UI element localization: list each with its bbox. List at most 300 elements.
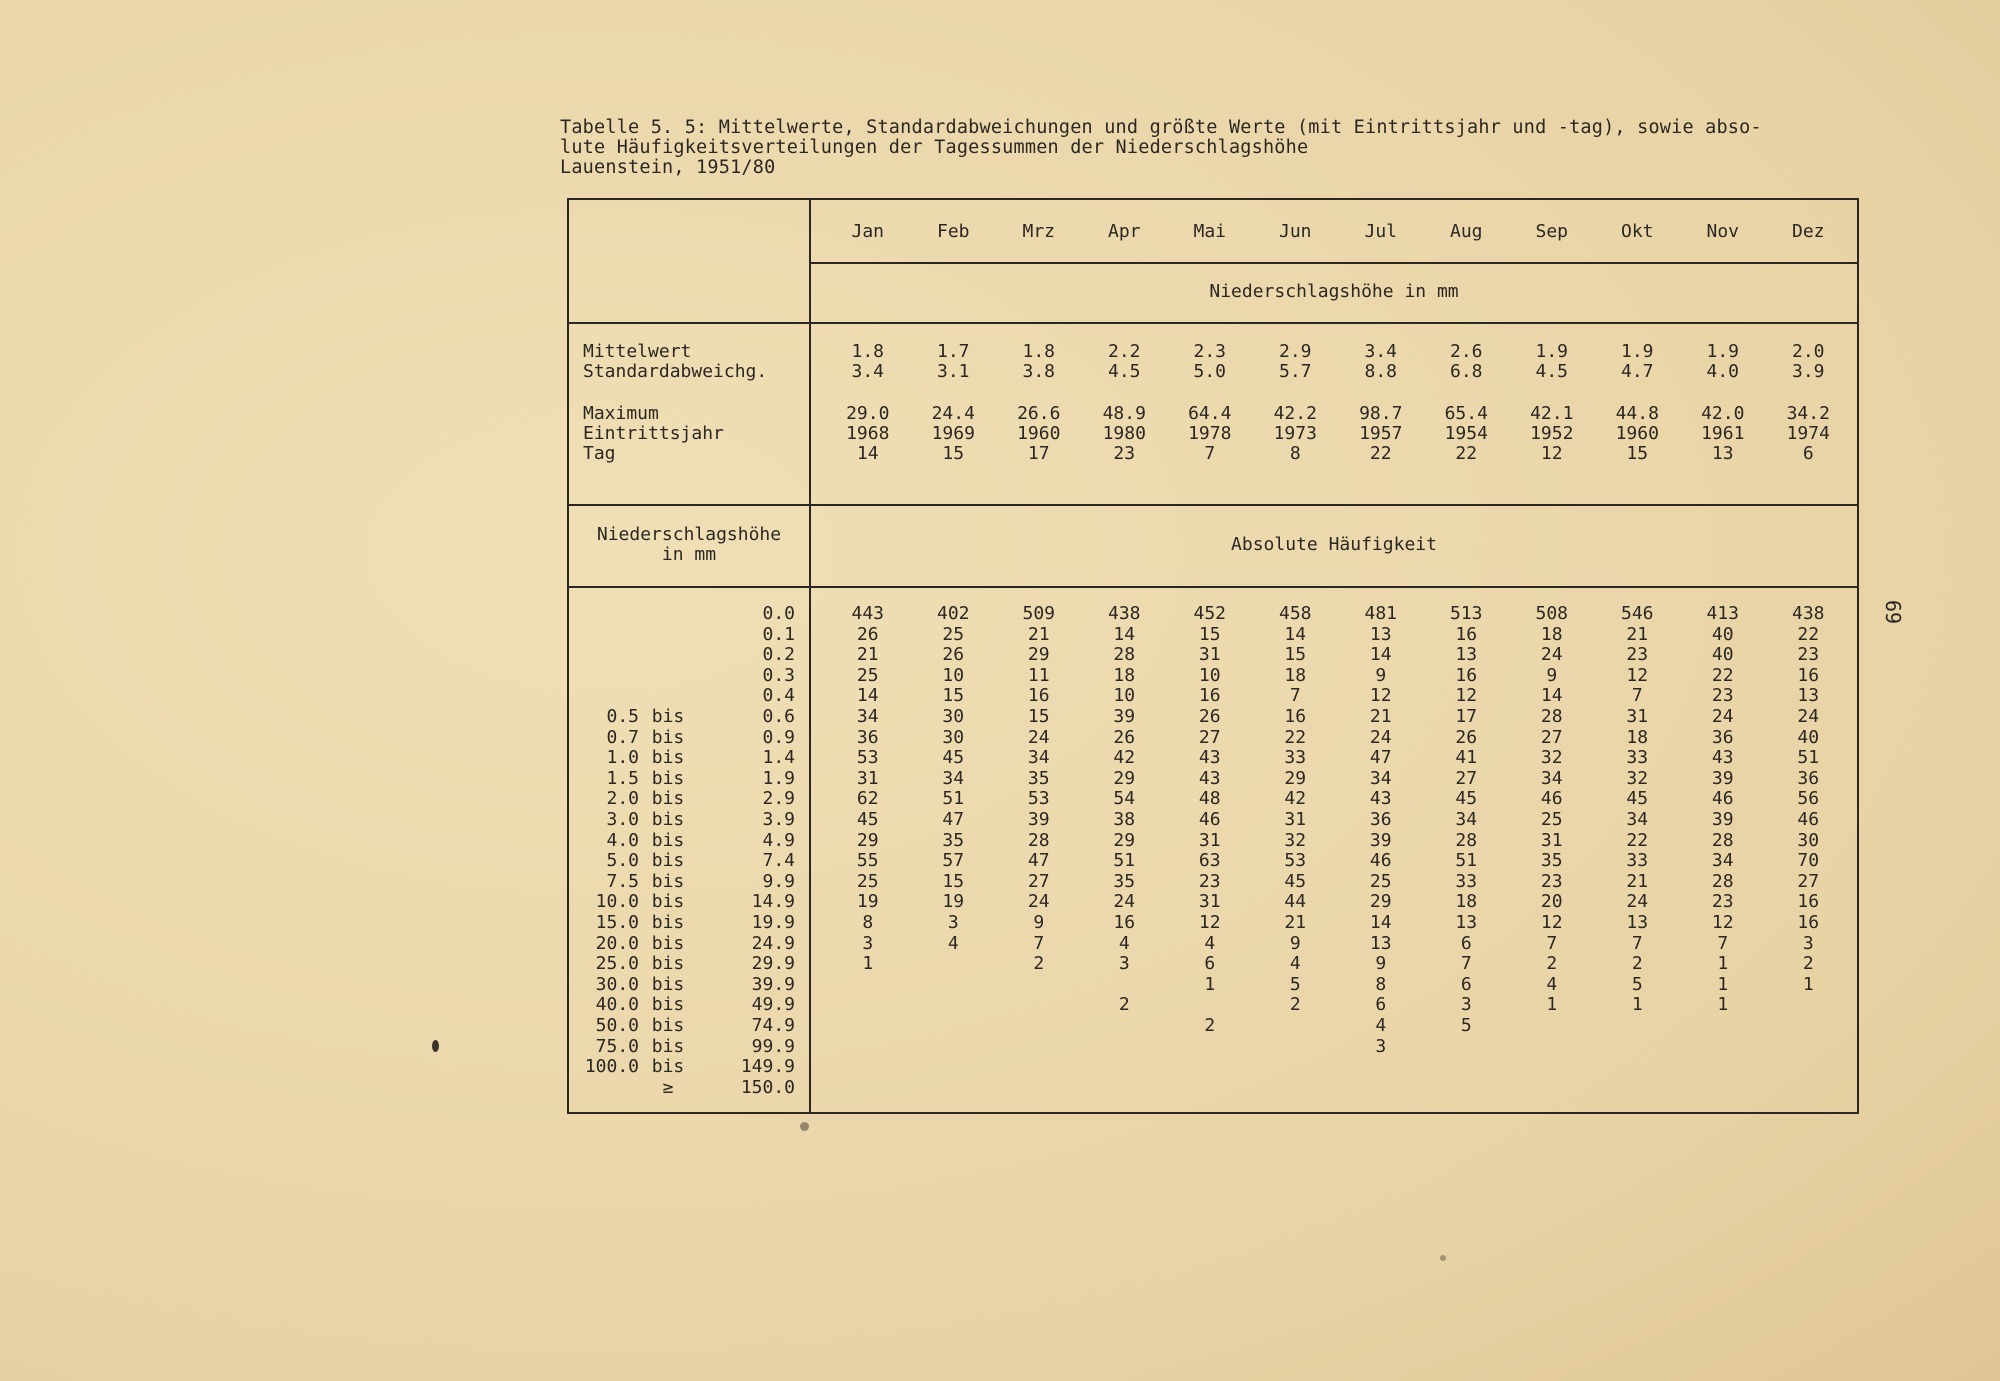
frequency-cell: 24: [1027, 891, 1050, 913]
frequency-cell: 28: [1711, 829, 1734, 851]
stat-value: 1960: [1017, 423, 1061, 444]
class-lower-bound: 100.0: [584, 1056, 639, 1078]
class-bis: bis: [651, 809, 685, 830]
frequency-cell: 12: [1626, 664, 1649, 686]
frequency-cell: 62: [856, 788, 879, 810]
table-divider-vertical: [809, 200, 811, 1112]
frequency-cell: 39: [1027, 809, 1050, 830]
stat-value: 4.0: [1706, 361, 1739, 382]
frequency-cell: 21: [1369, 706, 1392, 727]
stat-value: 1961: [1701, 423, 1745, 444]
frequency-cell: 5: [1631, 973, 1643, 995]
frequency-cell: 1: [1717, 994, 1729, 1016]
frequency-cell: 45: [856, 809, 879, 830]
frequency-cell: 13: [1455, 644, 1478, 666]
frequency-cell: 9: [1546, 664, 1558, 686]
frequency-cell: 9: [1375, 953, 1387, 975]
frequency-cell: 25: [942, 623, 965, 645]
stat-value: 13: [1711, 443, 1734, 464]
frequency-cell: 22: [1797, 623, 1820, 645]
table-divider: [809, 262, 1859, 264]
frequency-cell: 1: [1631, 994, 1643, 1016]
freq-header-right: Absolute Häufigkeit: [1231, 534, 1437, 555]
frequency-cell: 438: [1107, 603, 1141, 624]
stat-value: 65.4: [1444, 403, 1488, 424]
class-upper-bound: 0.2: [762, 644, 795, 666]
class-upper-bound: 150.0: [740, 1076, 795, 1098]
frequency-cell: 43: [1711, 747, 1734, 769]
class-upper-bound: 24.9: [751, 932, 795, 954]
frequency-cell: 43: [1369, 788, 1392, 810]
stat-value: 98.7: [1359, 403, 1403, 424]
class-upper-bound: 19.9: [751, 912, 795, 933]
frequency-cell: 8: [862, 912, 874, 933]
frequency-cell: 16: [1455, 664, 1478, 686]
frequency-cell: 24: [1626, 891, 1649, 913]
frequency-cell: 1: [1204, 973, 1216, 995]
frequency-cell: 36: [856, 726, 879, 748]
frequency-cell: 24: [1797, 706, 1820, 727]
frequency-cell: 33: [1284, 747, 1307, 769]
frequency-cell: 17: [1455, 706, 1478, 727]
frequency-cell: 54: [1113, 788, 1136, 810]
class-bis: bis: [651, 829, 685, 851]
stat-value: 12: [1540, 443, 1563, 464]
stat-value: 24.4: [931, 403, 975, 424]
class-upper-bound: 14.9: [751, 891, 795, 913]
frequency-cell: 33: [1626, 850, 1649, 872]
frequency-cell: 26: [856, 623, 879, 645]
class-bis: bis: [651, 1015, 685, 1036]
frequency-cell: 34: [1626, 809, 1649, 830]
class-upper-bound: 39.9: [751, 973, 795, 995]
frequency-cell: 7: [1546, 932, 1558, 954]
frequency-cell: 12: [1455, 685, 1478, 707]
stat-value: 3.4: [851, 361, 884, 382]
month-header: Mrz: [1022, 221, 1055, 242]
frequency-cell: 18: [1626, 726, 1649, 748]
frequency-cell: 21: [856, 644, 879, 666]
frequency-cell: 16: [1797, 664, 1820, 686]
frequency-cell: 18: [1540, 623, 1563, 645]
class-upper-bound: 0.0: [762, 603, 795, 624]
class-upper-bound: 99.9: [751, 1035, 795, 1057]
frequency-cell: 46: [1369, 850, 1392, 872]
class-upper-bound: 29.9: [751, 953, 795, 975]
frequency-cell: 32: [1284, 829, 1307, 851]
frequency-cell: 14: [1369, 644, 1392, 666]
frequency-cell: 6: [1204, 953, 1216, 975]
frequency-cell: 2: [1289, 994, 1301, 1016]
frequency-cell: 33: [1626, 747, 1649, 769]
stat-value: 3.1: [936, 361, 970, 382]
frequency-cell: 23: [1198, 870, 1221, 892]
stat-value: 1978: [1188, 423, 1232, 444]
frequency-cell: 13: [1626, 912, 1649, 933]
paper-speck: [800, 1122, 809, 1131]
frequency-cell: 16: [1797, 891, 1820, 913]
frequency-cell: 413: [1706, 603, 1739, 624]
frequency-cell: 4: [1204, 932, 1216, 954]
frequency-cell: 14: [1540, 685, 1563, 707]
month-header: Apr: [1107, 221, 1141, 242]
frequency-cell: 35: [1540, 850, 1563, 872]
frequency-cell: 8: [1375, 973, 1387, 995]
stat-value: 1.9: [1535, 341, 1568, 362]
stat-value: 1960: [1615, 423, 1659, 444]
paper-speck: [432, 1040, 439, 1052]
month-header: Feb: [936, 221, 970, 242]
frequency-cell: 24: [1711, 706, 1734, 727]
frequency-cell: 51: [1797, 747, 1820, 769]
frequency-cell: 21: [1284, 912, 1307, 933]
frequency-cell: 39: [1369, 829, 1392, 851]
frequency-cell: 1: [862, 953, 874, 975]
frequency-cell: 27: [1198, 726, 1221, 748]
class-bis: bis: [651, 788, 685, 810]
frequency-cell: 28: [1455, 829, 1478, 851]
frequency-cell: 24: [1369, 726, 1392, 748]
frequency-cell: 45: [1284, 870, 1307, 892]
frequency-cell: 546: [1620, 603, 1654, 624]
class-lower-bound: 40.0: [595, 994, 639, 1016]
stat-value: 6: [1802, 443, 1814, 464]
frequency-cell: 12: [1711, 912, 1734, 933]
frequency-cell: 26: [1455, 726, 1478, 748]
frequency-cell: 3: [862, 932, 874, 954]
frequency-cell: 458: [1278, 603, 1312, 624]
class-upper-bound: 2.9: [762, 788, 795, 810]
frequency-cell: 18: [1455, 891, 1478, 913]
frequency-cell: 33: [1455, 870, 1478, 892]
frequency-cell: 2: [1033, 953, 1045, 975]
frequency-cell: 3: [1375, 1035, 1387, 1057]
unit-header: Niederschlagshöhe in mm: [1209, 281, 1459, 302]
stat-value: 29.0: [846, 403, 890, 424]
class-upper-bound: 9.9: [762, 870, 795, 892]
frequency-cell: 34: [856, 706, 879, 727]
frequency-cell: 48: [1198, 788, 1221, 810]
month-header: Okt: [1620, 221, 1654, 242]
stat-value: 8: [1289, 443, 1301, 464]
frequency-cell: 10: [1113, 685, 1136, 707]
data-table: [567, 198, 1859, 1114]
class-lower-bound: 30.0: [595, 973, 639, 995]
month-header: Jun: [1278, 221, 1312, 242]
frequency-cell: 23: [1797, 644, 1820, 666]
stat-value: 42.1: [1530, 403, 1574, 424]
table-caption: [560, 118, 1890, 178]
frequency-cell: 30: [1797, 829, 1820, 851]
frequency-cell: 25: [856, 870, 879, 892]
frequency-cell: 45: [1455, 788, 1478, 810]
frequency-cell: 10: [1198, 664, 1221, 686]
frequency-cell: 47: [942, 809, 965, 830]
class-bis: bis: [651, 726, 685, 748]
class-bis: bis: [651, 870, 685, 892]
frequency-cell: 2: [1546, 953, 1558, 975]
class-upper-bound: 74.9: [751, 1015, 795, 1036]
frequency-cell: 9: [1289, 932, 1301, 954]
frequency-cell: 7: [1460, 953, 1472, 975]
frequency-cell: 14: [1369, 912, 1392, 933]
stat-value: 2.3: [1193, 341, 1226, 362]
frequency-cell: 46: [1711, 788, 1734, 810]
class-bis: bis: [651, 706, 685, 727]
frequency-cell: 29: [1027, 644, 1050, 666]
frequency-cell: 34: [942, 767, 965, 789]
frequency-cell: 4: [1118, 932, 1130, 954]
frequency-cell: 39: [1113, 706, 1136, 727]
frequency-cell: 51: [942, 788, 965, 810]
month-header: Dez: [1791, 221, 1825, 242]
frequency-cell: 10: [942, 664, 965, 686]
frequency-cell: 3: [947, 912, 959, 933]
page-number: 69: [1881, 600, 1905, 625]
class-lower-bound: 75.0: [595, 1035, 639, 1057]
frequency-cell: 4: [1546, 973, 1558, 995]
frequency-cell: 12: [1369, 685, 1392, 707]
frequency-cell: 25: [856, 664, 879, 686]
class-lower-bound: 20.0: [595, 932, 639, 954]
frequency-cell: 11: [1027, 664, 1050, 686]
frequency-cell: 46: [1540, 788, 1563, 810]
frequency-cell: 508: [1535, 603, 1568, 624]
stat-value: 22: [1369, 443, 1392, 464]
frequency-cell: 34: [1455, 809, 1478, 830]
frequency-cell: 35: [1113, 870, 1136, 892]
frequency-cell: 3: [1802, 932, 1814, 954]
month-header: Aug: [1449, 221, 1483, 242]
stat-value: 15: [942, 443, 965, 464]
class-upper-bound: 49.9: [751, 994, 795, 1016]
stat-value: 15: [1626, 443, 1649, 464]
frequency-cell: 21: [1027, 623, 1050, 645]
frequency-cell: 31: [1284, 809, 1307, 830]
class-lower-bound: 2.0: [606, 788, 639, 810]
class-bis: bis: [651, 953, 685, 975]
frequency-cell: 27: [1797, 870, 1820, 892]
class-bis: bis: [651, 747, 685, 769]
frequency-cell: 24: [1027, 726, 1050, 748]
frequency-cell: 22: [1626, 829, 1649, 851]
frequency-cell: 5: [1460, 1015, 1472, 1036]
frequency-cell: 16: [1027, 685, 1050, 707]
class-upper-bound: 0.9: [762, 726, 795, 748]
frequency-cell: 51: [1455, 850, 1478, 872]
frequency-cell: 16: [1198, 685, 1221, 707]
stat-value: 2.2: [1107, 341, 1141, 362]
frequency-cell: 14: [1113, 623, 1136, 645]
frequency-cell: 15: [942, 685, 965, 707]
class-bis: bis: [651, 973, 685, 995]
frequency-cell: 26: [1113, 726, 1136, 748]
frequency-cell: 39: [1711, 767, 1734, 789]
frequency-cell: 29: [1113, 829, 1136, 851]
frequency-cell: 41: [1455, 747, 1478, 769]
class-lower-bound: 0.5: [606, 706, 639, 727]
frequency-cell: 56: [1797, 788, 1820, 810]
class-lower-bound: 5.0: [606, 850, 639, 872]
class-upper-bound: 0.3: [762, 664, 795, 686]
class-upper-bound: 0.1: [762, 623, 795, 645]
stat-value: 5.7: [1278, 361, 1312, 382]
class-bis: bis: [651, 1056, 685, 1078]
frequency-cell: 70: [1797, 850, 1820, 872]
frequency-cell: 25: [1369, 870, 1392, 892]
stat-value: 8.8: [1364, 361, 1397, 382]
stat-value: 7: [1204, 443, 1216, 464]
frequency-cell: 31: [856, 767, 879, 789]
frequency-cell: 7: [1631, 932, 1643, 954]
class-lower-bound: 15.0: [595, 912, 639, 933]
frequency-cell: 18: [1113, 664, 1136, 686]
frequency-cell: 36: [1797, 767, 1820, 789]
frequency-cell: 32: [1626, 767, 1649, 789]
frequency-cell: 29: [1284, 767, 1307, 789]
stat-value: 1.7: [936, 341, 970, 362]
frequency-cell: 44: [1284, 891, 1307, 913]
frequency-cell: 15: [1198, 623, 1221, 645]
stat-value: 64.4: [1188, 403, 1232, 424]
frequency-cell: 31: [1198, 829, 1221, 851]
frequency-cell: 46: [1198, 809, 1221, 830]
frequency-cell: 32: [1540, 747, 1563, 769]
stat-value: 22: [1455, 443, 1478, 464]
frequency-cell: 51: [1113, 850, 1136, 872]
class-upper-bound: 7.4: [762, 850, 795, 872]
frequency-cell: 7: [1717, 932, 1729, 954]
frequency-cell: 16: [1455, 623, 1478, 645]
frequency-cell: 9: [1033, 912, 1045, 933]
class-bis: bis: [651, 994, 685, 1016]
frequency-cell: 21: [1626, 870, 1649, 892]
frequency-cell: 42: [1113, 747, 1136, 769]
frequency-cell: 19: [942, 891, 965, 913]
frequency-cell: 29: [1113, 767, 1136, 789]
frequency-cell: 34: [1027, 747, 1050, 769]
class-lower-bound: 4.0: [606, 829, 639, 851]
frequency-cell: 24: [1540, 644, 1563, 666]
stat-value: 1974: [1786, 423, 1830, 444]
frequency-cell: 513: [1449, 603, 1483, 624]
frequency-cell: 34: [1711, 850, 1734, 872]
frequency-cell: 28: [1113, 644, 1136, 666]
frequency-cell: 39: [1711, 809, 1734, 830]
stat-value: 44.8: [1615, 403, 1659, 424]
stat-label-eintrittsjahr: Eintrittsjahr: [583, 423, 724, 444]
frequency-cell: 7: [1033, 932, 1045, 954]
frequency-cell: 3: [1460, 994, 1472, 1016]
frequency-cell: 31: [1540, 829, 1563, 851]
caption-line-1: Tabelle 5. 5: Mittelwerte, Standardabweichungen und größte Werte (mit Eintrittsjahr und -tag), sowie abso-: [560, 117, 1762, 138]
stat-value: 4.7: [1620, 361, 1654, 382]
frequency-cell: 1: [1717, 953, 1729, 975]
stat-value: 42.0: [1701, 403, 1745, 424]
frequency-cell: 26: [1198, 706, 1221, 727]
stat-value: 1.8: [1022, 341, 1055, 362]
frequency-cell: 22: [1284, 726, 1307, 748]
frequency-cell: 402: [936, 603, 970, 624]
stat-label-maximum: Maximum: [583, 403, 659, 424]
frequency-cell: 25: [1540, 809, 1563, 830]
stat-value: 6.8: [1449, 361, 1483, 382]
frequency-cell: 47: [1027, 850, 1050, 872]
frequency-cell: 2: [1631, 953, 1643, 975]
stat-value: 26.6: [1017, 403, 1061, 424]
frequency-cell: 43: [1198, 747, 1221, 769]
frequency-cell: 6: [1460, 973, 1472, 995]
month-header: Sep: [1535, 221, 1568, 242]
frequency-cell: 47: [1369, 747, 1392, 769]
class-bis: bis: [651, 1035, 685, 1057]
frequency-cell: 13: [1797, 685, 1820, 707]
frequency-cell: 34: [1540, 767, 1563, 789]
frequency-cell: 16: [1113, 912, 1136, 933]
frequency-cell: 27: [1455, 767, 1478, 789]
frequency-cell: 21: [1626, 623, 1649, 645]
frequency-cell: 27: [1027, 870, 1050, 892]
stat-value: 2.0: [1791, 341, 1825, 362]
class-upper-bound: 1.4: [762, 747, 795, 769]
frequency-cell: 36: [1711, 726, 1734, 748]
frequency-cell: 2: [1118, 994, 1130, 1016]
stat-value: 1952: [1530, 423, 1574, 444]
frequency-cell: 2: [1204, 1015, 1216, 1036]
frequency-cell: 23: [1626, 644, 1649, 666]
table-divider: [569, 586, 1859, 588]
frequency-cell: 7: [1631, 685, 1643, 707]
frequency-cell: 2: [1802, 953, 1814, 975]
frequency-cell: 481: [1364, 603, 1397, 624]
frequency-cell: 14: [856, 685, 879, 707]
table-divider: [569, 504, 1859, 506]
frequency-cell: 36: [1369, 809, 1392, 830]
stat-label-standardabweichung: Standardabweichg.: [583, 361, 768, 382]
class-upper-bound: 3.9: [762, 809, 795, 830]
frequency-cell: 1: [1802, 973, 1814, 995]
frequency-cell: 5: [1289, 973, 1301, 995]
stat-value: 2.6: [1449, 341, 1483, 362]
frequency-cell: 13: [1369, 623, 1392, 645]
class-lower-bound: 0.7: [606, 726, 639, 748]
class-upper-bound: 0.6: [762, 706, 795, 727]
stat-value: 34.2: [1786, 403, 1830, 424]
frequency-cell: 57: [942, 850, 965, 872]
frequency-cell: 438: [1791, 603, 1825, 624]
frequency-cell: 443: [851, 603, 884, 624]
frequency-cell: 19: [856, 891, 879, 913]
stat-value: 23: [1113, 443, 1136, 464]
frequency-cell: 16: [1797, 912, 1820, 933]
frequency-cell: 28: [1540, 706, 1563, 727]
frequency-cell: 1: [1717, 973, 1729, 995]
frequency-cell: 4: [947, 932, 959, 954]
frequency-cell: 23: [1540, 870, 1563, 892]
frequency-cell: 63: [1198, 850, 1221, 872]
class-lower-bound: 3.0: [606, 809, 639, 830]
class-bis: bis: [651, 912, 685, 933]
stat-value: 1969: [931, 423, 975, 444]
class-bis: ≥: [662, 1076, 674, 1098]
frequency-cell: 27: [1540, 726, 1563, 748]
frequency-cell: 53: [1027, 788, 1050, 810]
class-bis: bis: [651, 850, 685, 872]
paper-speck: [1440, 1255, 1446, 1261]
frequency-cell: 15: [942, 870, 965, 892]
frequency-cell: 6: [1460, 932, 1472, 954]
frequency-cell: 43: [1198, 767, 1221, 789]
